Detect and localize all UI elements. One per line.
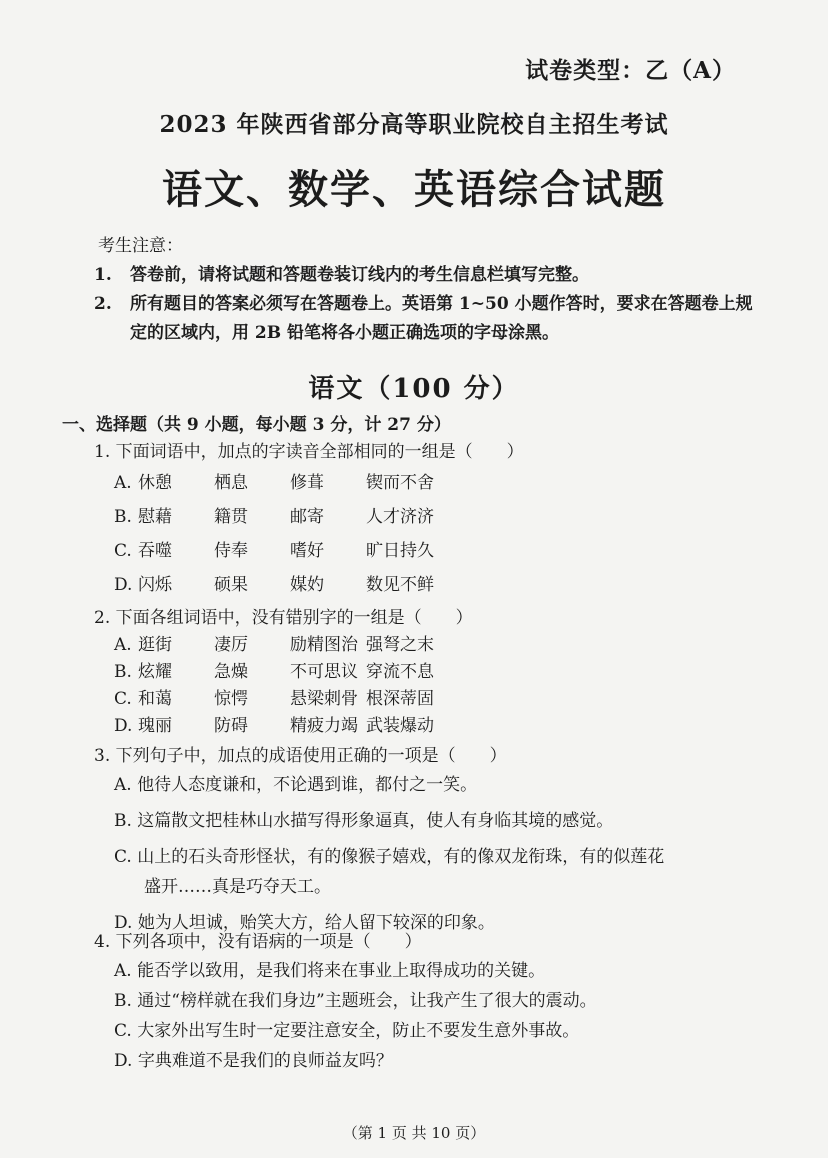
option-word: 武装爆动: [366, 716, 434, 736]
option-row: [94, 500, 744, 534]
question-stem: 2. 下面各组词语中，没有错别字的一组是（ ）: [94, 608, 473, 628]
option-word: 炫耀: [138, 662, 172, 682]
candidate-notice: [94, 232, 754, 348]
part-heading: 一、选择题（共 9 小题，每小题 3 分，计 27 分）: [62, 415, 451, 435]
page-footer: （第 1 页 共 10 页）: [342, 1124, 486, 1142]
option-row: [94, 466, 744, 500]
option-word: 穿流不息: [366, 662, 434, 682]
notice-item: [94, 290, 754, 348]
notice-item-number: 2.: [94, 294, 112, 314]
option-row: [94, 632, 744, 659]
notice-item-text: 答卷前，请将试题和答题卷装订线内的考生信息栏填写完整。: [130, 265, 589, 285]
option-label: A.: [114, 473, 132, 493]
option-word: 邮寄: [290, 507, 324, 527]
option-word: 强弩之末: [366, 635, 434, 655]
option-word: 旷日持久: [366, 541, 434, 561]
option-sentence: A. 他待人态度谦和，不论遇到谁，都付之一笑。: [114, 775, 478, 795]
question-3: [94, 742, 744, 938]
notice-item-text: 所有题目的答案必须写在答题卷上。英语第 1~50 小题作答时，要求在答题卷上规定的区域内，用 2B 铅笔将各小题正确选项的字母涂黑。: [130, 294, 753, 343]
option-row: [94, 534, 744, 568]
notice-item-number: 1.: [94, 265, 112, 285]
option-word: 逛街: [138, 635, 172, 655]
option-word: 根深蒂固: [366, 689, 434, 709]
option-label: A.: [114, 635, 132, 655]
option-word: 修葺: [290, 473, 324, 493]
option-word: 慰藉: [138, 507, 172, 527]
option-row: [94, 568, 744, 602]
question-4: [94, 928, 744, 1076]
notice-heading: 考生注意：: [98, 236, 183, 256]
option-sentence: B. 通过“榜样就在我们身边”主题班会，让我产生了很大的震动。: [114, 991, 597, 1011]
option-label: B.: [114, 507, 132, 527]
option-word: 媒妁: [290, 575, 324, 595]
option-word: 嗜好: [290, 541, 324, 561]
option-sentence: D. 她为人坦诚，贻笑大方，给人留下较深的印象。: [114, 913, 495, 933]
option-row: [94, 686, 744, 713]
option-label: D.: [114, 575, 133, 595]
question-1: [94, 438, 744, 602]
exam-type-label: 试卷类型：乙（A）: [525, 57, 736, 84]
option-word: 闪烁: [138, 575, 172, 595]
question-stem: 3. 下列句子中，加点的成语使用正确的一项是（ ）: [94, 746, 507, 766]
option-word: 栖息: [214, 473, 248, 493]
option-sentence: C. 山上的石头奇形怪状，有的像猴子嬉戏，有的像双龙衔珠，有的似莲花: [114, 847, 665, 867]
option-word: 休憩: [138, 473, 172, 493]
option-word: 锲而不舍: [366, 473, 434, 493]
option-word: 硕果: [214, 575, 248, 595]
question-stem: 1. 下面词语中，加点的字读音全部相同的一组是（ ）: [94, 442, 524, 462]
option-sentence-continued: 盛开……真是巧夺天工。: [144, 877, 331, 897]
exam-subject-title: 语文、数学、英语综合试题: [162, 166, 666, 213]
option-word: 数见不鲜: [366, 575, 434, 595]
option-word: 侍奉: [214, 541, 248, 561]
option-word: 吞噬: [138, 541, 172, 561]
option-sentence: C. 大家外出写生时一定要注意安全，防止不要发生意外事故。: [114, 1021, 580, 1041]
option-sentence: D. 字典难道不是我们的良师益友吗？: [114, 1051, 393, 1071]
option-label: C.: [114, 541, 132, 561]
notice-item: [94, 261, 754, 290]
exam-title: 2023 年陕西省部分高等职业院校自主招生考试: [159, 111, 669, 138]
option-word: 籍贯: [214, 507, 248, 527]
option-word: 凄厉: [214, 635, 248, 655]
option-word: 人才济济: [366, 507, 434, 527]
option-word: 励精图治: [290, 635, 358, 655]
question-2: [94, 604, 744, 740]
option-word: 精疲力竭: [290, 716, 358, 736]
option-word: 防碍: [214, 716, 248, 736]
option-sentence: A. 能否学以致用，是我们将来在事业上取得成功的关键。: [114, 961, 546, 981]
option-row: [94, 713, 744, 740]
option-word: 惊愕: [214, 689, 248, 709]
option-row: [94, 659, 744, 686]
question-stem: 4. 下列各项中，没有语病的一项是（ ）: [94, 932, 422, 952]
option-label: C.: [114, 689, 132, 709]
option-word: 急燥: [214, 662, 248, 682]
option-word: 悬梁刺骨: [290, 689, 358, 709]
option-word: 瑰丽: [138, 716, 172, 736]
option-label: B.: [114, 662, 132, 682]
section-title: 语文（100 分）: [308, 374, 520, 404]
option-word: 不可思议: [290, 662, 358, 682]
option-sentence: B. 这篇散文把桂林山水描写得形象逼真，使人有身临其境的感觉。: [114, 811, 614, 831]
option-word: 和蔼: [138, 689, 172, 709]
option-label: D.: [114, 716, 133, 736]
